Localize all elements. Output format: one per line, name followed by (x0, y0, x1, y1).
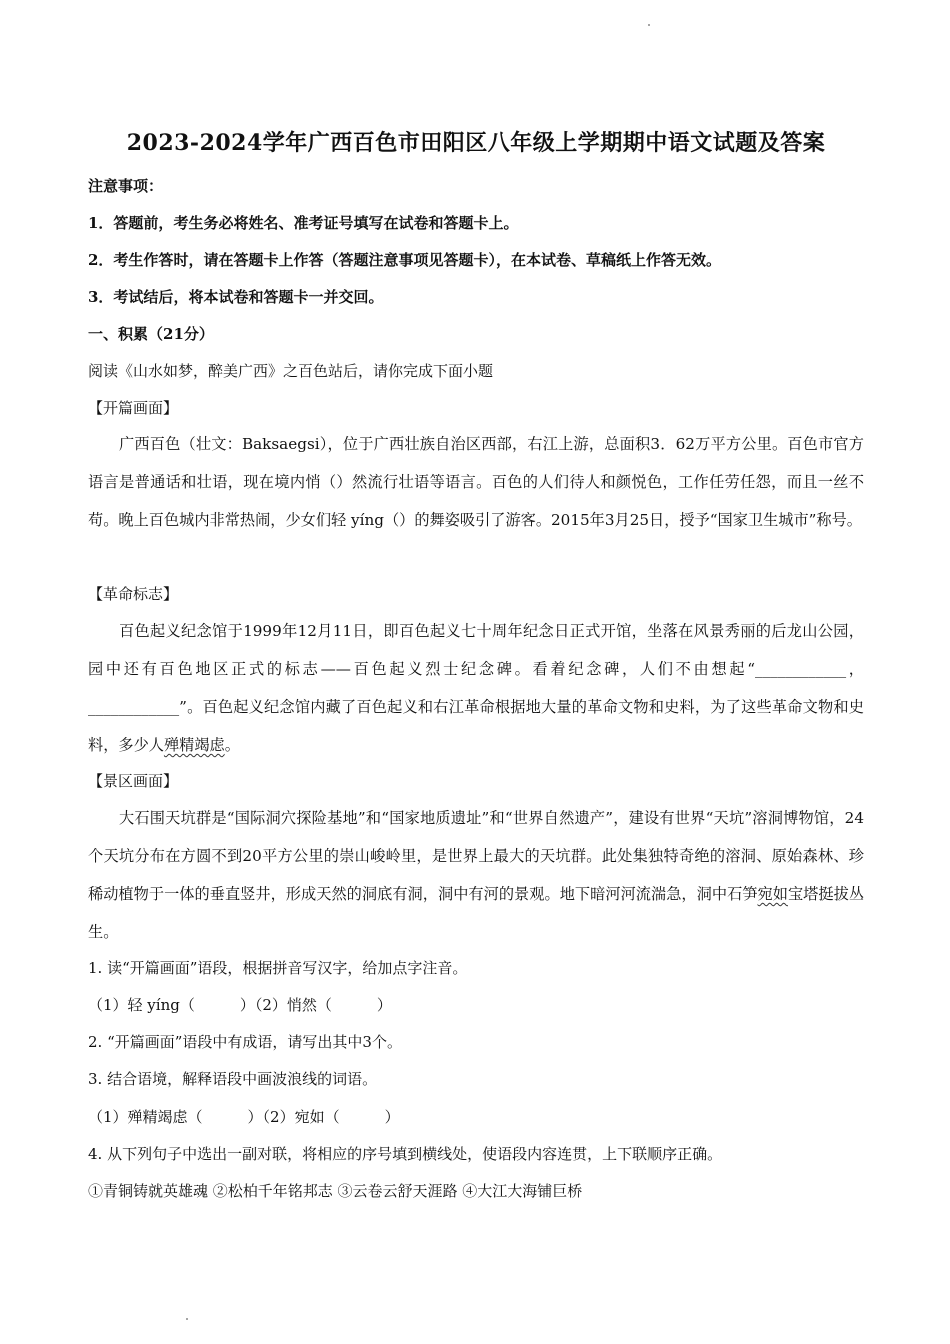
part3-text-end: 宝塔挺拔丛生。 (88, 885, 865, 941)
page-title: 2023-2024学年广西百色市田阳区八年级上学期期中语文试题及答案 (126, 130, 826, 156)
scan-speck-top (648, 24, 650, 26)
wavy-word-1: 殚精竭虑 (163, 736, 225, 754)
notice-item-2: 2．考生作答时，请在答题卡上作答（答题注意事项见答题卡），在本试卷、草稿纸上作答无效。 (88, 251, 721, 269)
scan-speck-bottom (186, 1318, 188, 1320)
question-1-blanks: （1）轻 yíng（ ）（2）悄然（ ） (88, 996, 392, 1014)
question-2: 2. “开篇画面”语段中有成语，请写出其中3个。 (88, 1033, 402, 1051)
notice-heading: 注意事项： (88, 177, 164, 195)
part2-title: 【革命标志】 (88, 585, 179, 603)
part3-text: 大石围天坑群是“国际洞穴探险基地”和“国家地质遗址”和“世界自然遗产”，建设有世界“天坑”溶洞博物馆，24个天坑分布在方圆不到20平方公里的崇山峻岭里，是世界上最大的天坑群。此处集独特奇绝的溶洞、原始森林、珍稀动植物于一体的垂直竖井，形成天然的洞底有洞，洞中有河的景观。地下暗河河流湍急，洞中石笋 (88, 809, 864, 903)
section-intro: 阅读《山水如梦，醉美广西》之百色站后，请你完成下面小题 (88, 362, 494, 380)
part2-text-end: 。 (224, 736, 240, 754)
question-3: 3. 结合语境，解释语段中画波浪线的词语。 (88, 1070, 378, 1088)
question-3-blanks: （1）殚精竭虑（ ）（2）宛如（ ） (88, 1108, 400, 1126)
part3-paragraph (88, 799, 864, 951)
question-1: 1. 读“开篇画面”语段，根据拼音写汉字，给加点字注音。 (88, 959, 468, 977)
part3-title: 【景区画面】 (88, 772, 179, 790)
notice-item-3: 3．考试结后，将本试卷和答题卡一并交回。 (88, 288, 384, 306)
part2-paragraph (88, 612, 864, 764)
wavy-word-2: 宛如 (757, 885, 788, 903)
notice-item-1: 1．答题前，考生务必将姓名、准考证号填写在试卷和答题卡上。 (88, 214, 519, 232)
part1-title: 【开篇画面】 (88, 399, 179, 417)
question-4-options: ①青铜铸就英雄魂 ②松柏千年铭邦志 ③云卷云舒天涯路 ④大江大海铺巨桥 (88, 1182, 583, 1200)
question-4: 4. 从下列句子中选出一副对联，将相应的序号填到横线处，使语段内容连贯，上下联顺序正确。 (88, 1145, 723, 1163)
part2-text: 百色起义纪念馆于1999年12月11日，即百色起义七十周年纪念日正式开馆，坐落在风景秀丽的后龙山公园，园中还有百色地区正式的标志——百色起义烈士纪念碑。看着纪念碑，人们不由想起“____________，____________”。百色起义纪念馆内藏了百色起义和右江革命根据地大量的革命文物和史料，为了这些革命文物和史料，多少人 (88, 622, 864, 754)
part1-paragraph: 广西百色（壮文：Baksaegsi），位于广西壮族自治区西部，右江上游，总面积3．62万平方公里。百色市官方语言是普通话和壮语，现在境内悄（）然流行壮语等语言。百色的人们待人和颜悦色，工作任劳任怨，而且一丝不苟。晚上百色城内非常热闹，少女们轻 yíng（）的舞姿吸引了游客。2015年3月25日，授予“国家卫生城市”称号。 (88, 435, 864, 529)
section-heading: 一、积累（21分） (88, 325, 214, 343)
